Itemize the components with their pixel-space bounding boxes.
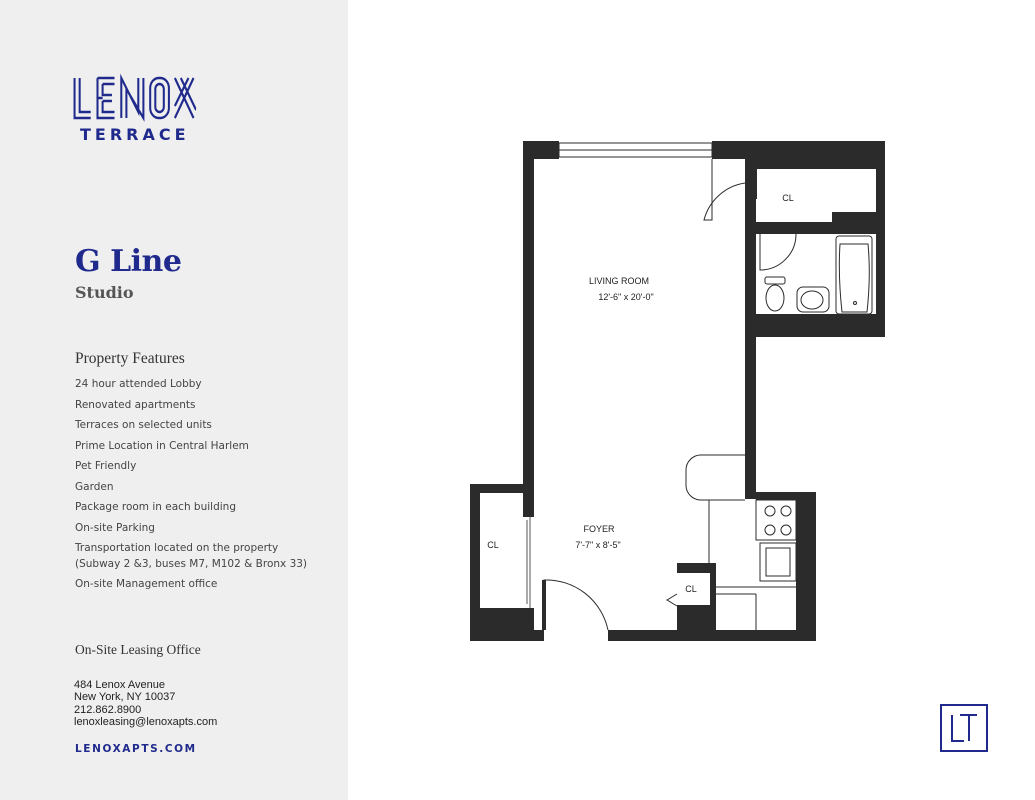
- bathroom-fixtures: [760, 234, 872, 314]
- lt-logo-badge: [940, 704, 988, 752]
- lenox-logo: [72, 72, 196, 124]
- office-heading: On-Site Leasing Office: [75, 642, 201, 657]
- feature-item: Garden: [75, 480, 114, 493]
- walls: [470, 141, 885, 641]
- living-room-label: LIVING ROOM: [588, 276, 650, 286]
- foyer-dims: 7'-7" x 8'-5": [575, 540, 621, 550]
- lt-monogram: [942, 706, 986, 750]
- floor-plan: [462, 136, 894, 648]
- kitchen-fixtures: [686, 455, 796, 630]
- office-info: [74, 679, 217, 729]
- feature-item: Package room in each building: [75, 501, 236, 513]
- feature-item-transport-line2: (Subway 2 &3, buses M7, M102 & Bronx 33): [75, 557, 308, 570]
- entry-door-swing: [544, 580, 608, 630]
- feature-item: Pet Friendly: [75, 460, 137, 472]
- features-heading: Property Features: [75, 350, 185, 367]
- website-link[interactable]: LENOXAPTS.COM: [75, 743, 197, 755]
- office-email[interactable]: lenoxleasing@lenoxapts.com: [74, 716, 218, 729]
- entry-door: [542, 580, 546, 630]
- feature-item: Renovated apartments: [75, 398, 196, 411]
- office-address-line1: 484 Lenox Avenue: [74, 679, 165, 691]
- feature-item: On-site Parking: [75, 521, 155, 534]
- feature-item: Terraces on selected units: [75, 419, 212, 431]
- foyer-closet-door: [667, 594, 677, 606]
- closet-door-swing: [704, 159, 745, 220]
- features-list: [75, 377, 307, 598]
- logo-subtitle: TERRACE: [80, 125, 190, 144]
- feature-item-transport: [75, 541, 307, 572]
- feature-item: 24 hour attended Lobby: [75, 378, 202, 390]
- closet-label-top: CL: [782, 193, 794, 203]
- office-phone[interactable]: 212.862.8900: [74, 703, 142, 716]
- unit-title: G Line: [75, 244, 182, 279]
- window: [559, 143, 712, 157]
- office-address-line2: New York, NY 10037: [74, 691, 176, 704]
- living-room-dims: 12'-6" x 20'-0": [598, 292, 654, 302]
- feature-item-transport-line1: Transportation located on the property: [75, 542, 279, 554]
- unit-type: Studio: [75, 283, 134, 302]
- feature-item: Prime Location in Central Harlem: [75, 439, 249, 452]
- left-closet-door: [527, 517, 530, 609]
- feature-item: On-site Management office: [75, 578, 218, 590]
- closet-label-left: CL: [487, 540, 499, 550]
- lenox-logo-graphic: [72, 72, 196, 124]
- closet-label-foyer: CL: [685, 584, 697, 594]
- foyer-label: FOYER: [583, 524, 615, 534]
- sidebar: [0, 0, 348, 800]
